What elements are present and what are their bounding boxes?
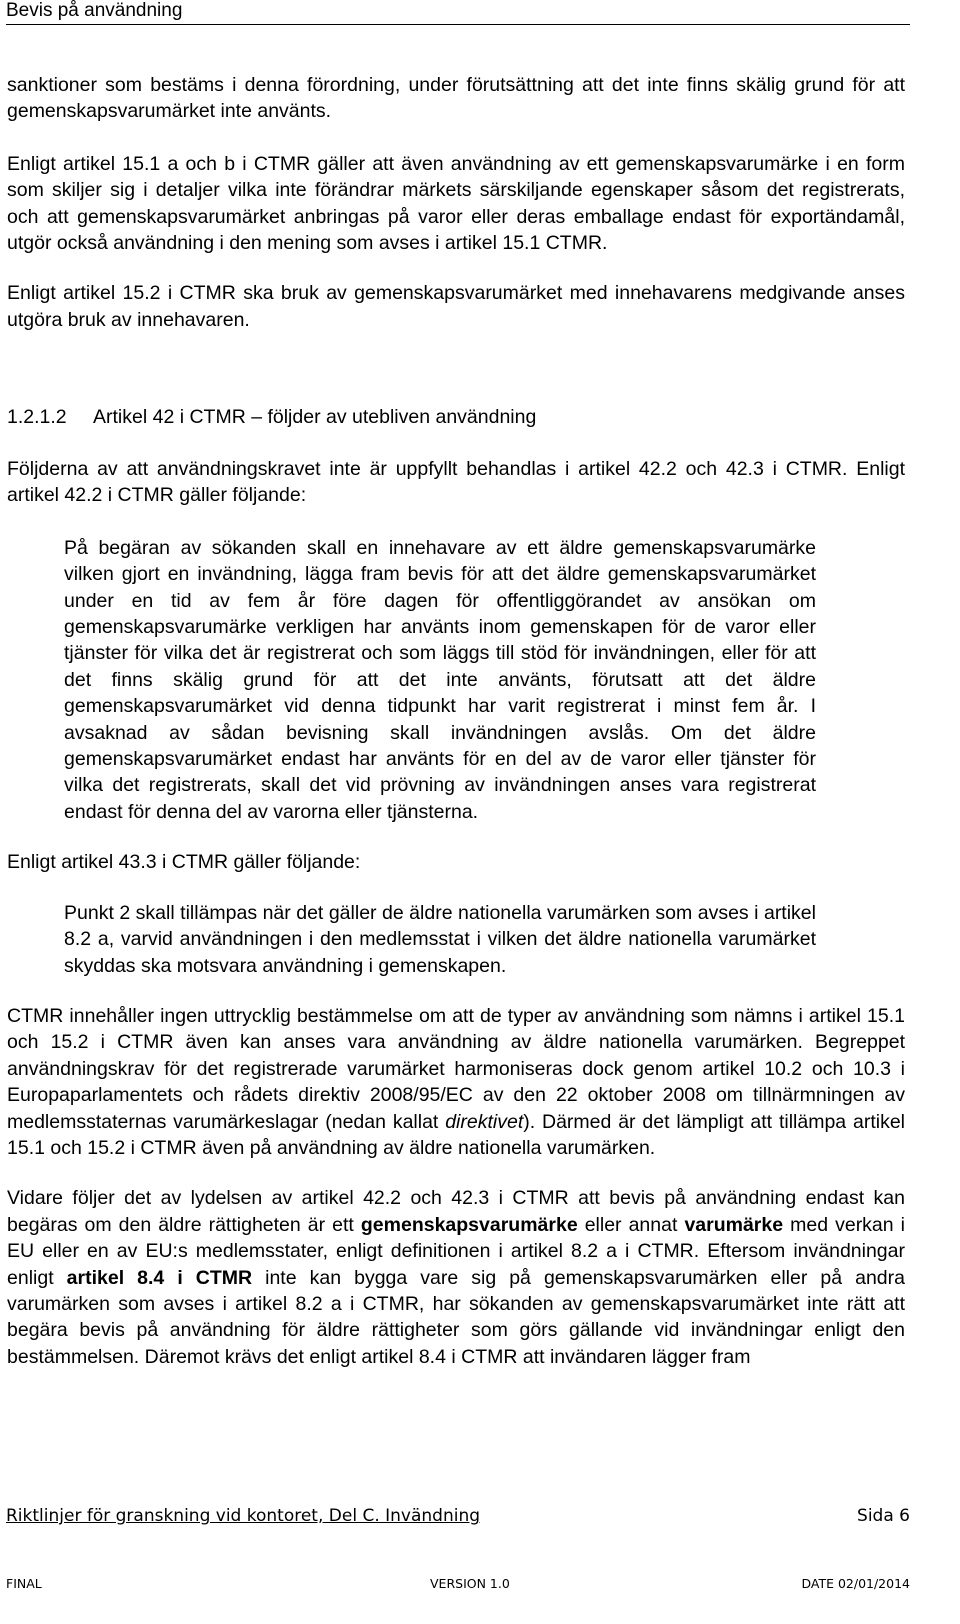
main-text-2	[7, 456, 905, 1370]
paragraph-3: Enligt artikel 15.2 i CTMR ska bruk av gemenskapsvarumärket med innehavarens medgivande anses utgöra bruk av innehavaren.	[7, 282, 905, 331]
quote-2: Punkt 2 skall tillämpas när det gäller de äldre nationella varumärken som avses i artikel 8.2 a, varvid användningen i den medlemsstat i vilken det äldre nationella varumärket skyddas ska motsvara användning i gemenskapen.	[64, 901, 816, 977]
page-header	[6, 0, 910, 25]
paragraph-1: sanktioner som bestäms i denna förordning, under förutsättning att det inte finns skälig grund för att gemenskapsvarumärket inte använts.	[7, 74, 905, 123]
footer-meta	[6, 1576, 910, 1592]
paragraph-7: Vidare följer det av lydelsen av artikel 42.2 och 42.3 i CTMR att bevis på användning endast kan begäras om den äldre rättigheten är ett gemenskapsvarumärke eller annat varumärke med verkan i EU eller en av EU:s medlemsstater, enligt definitionen i artikel 8.2 a i CTMR. Eftersom invändningar enligt artikel 8.4 i CTMR inte kan bygga vare sig på gemenskapsvarumärken eller på andra varumärken som avses i artikel 8.2 a i CTMR, har sökanden av gemenskapsvarumärket inte rätt att begära bevis på användning för äldre rättigheter som görs gällande vid invändningar enligt den bestämmelsen. Däremot krävs det enligt artikel 8.4 i CTMR att invändaren lägger fram	[7, 1187, 905, 1368]
section-number: 1.2.1.2	[7, 406, 67, 428]
footer-date: DATE 02/01/2014	[801, 1576, 910, 1591]
paragraph-4: Följderna av att användningskravet inte är uppfyllt behandlas i artikel 42.2 och 42.3 i CTMR. Enligt artikel 42.2 i CTMR gäller följande:	[7, 458, 905, 507]
main-text	[7, 72, 905, 333]
paragraph-5: Enligt artikel 43.3 i CTMR gäller följande:	[7, 851, 361, 874]
footer-page-number: Sida 6	[857, 1506, 910, 1526]
bold-term-2: varumärke	[684, 1213, 784, 1236]
paragraph-6: CTMR innehåller ingen uttrycklig bestämmelse om att de typer av användning som nämns i artikel 15.1 och 15.2 i CTMR även kan anses vara användning av äldre nationella varumärken. Begreppet användningskrav för det registrerade varumärket harmoniseras dock genom artikel 10.2 och 10.3 i Europaparlamentets och rådets direktiv 2008/95/EC av den 22 oktober 2008 om tillnärmningen av medlemsstaternas varumärkeslagar (nedan kallat direktivet). Därmed är det lämpligt att tillämpa artikel 15.1 och 15.2 i CTMR även på användning av äldre nationella varumärken.	[7, 1004, 906, 1159]
header-title: Bevis på användning	[6, 0, 183, 21]
paragraph-2: Enligt artikel 15.1 a och b i CTMR gäller att även användning av ett gemenskapsvarumärke i en form som skiljer sig i detaljer vilka inte förändrar märkets särskiljande egenskaper såsom det registrerats, och att gemenskapsvarumärket anbringas på varor eller deras emballage endast för exportändamål, utgör också användning i den mening som avses i artikel 15.1 CTMR.	[7, 152, 905, 255]
section-title: Artikel 42 i CTMR – följder av utebliven användning	[93, 406, 537, 428]
italic-term: direktivet	[445, 1110, 524, 1133]
page-footer	[6, 1505, 910, 1527]
bold-term-3: artikel 8.4 i CTMR	[66, 1266, 253, 1289]
footer-version: VERSION 1.0	[430, 1576, 510, 1591]
quote-1: På begäran av sökanden skall en innehavare av ett äldre gemenskapsvarumärke vilken gjort en invändning, lägga fram bevis för att det äldre gemenskapsvarumärket under en tid av fem år före dagen för offentliggörandet av ansökan om gemenskapsvarumärke verkligen har använts inom gemenskapen för de varor eller tjänster för vilka det är registrerat och som läggs till stöd för invändningen, eller för att det finns skälig grund för att det inte använts, förutsatt att det äldre gemenskapsvarumärket vid denna tidpunkt har varit registrerat i minst fem år. I avsaknad av sådan bevisning skall invändningen avslås. Om det äldre gemenskapsvarumärket endast har använts för en del av de varor eller tjänster för vilka det registrerats, skall det vid prövning av invändningen anses vara registrerat endast för denna del av varorna eller tjänsterna.	[64, 536, 816, 823]
footer-status: FINAL	[6, 1576, 42, 1591]
bold-term-1: gemenskapsvarumärke	[360, 1213, 578, 1236]
footer-document-title: Riktlinjer för granskning vid kontoret, Del C. Invändning	[6, 1506, 481, 1526]
section-heading	[7, 404, 905, 430]
